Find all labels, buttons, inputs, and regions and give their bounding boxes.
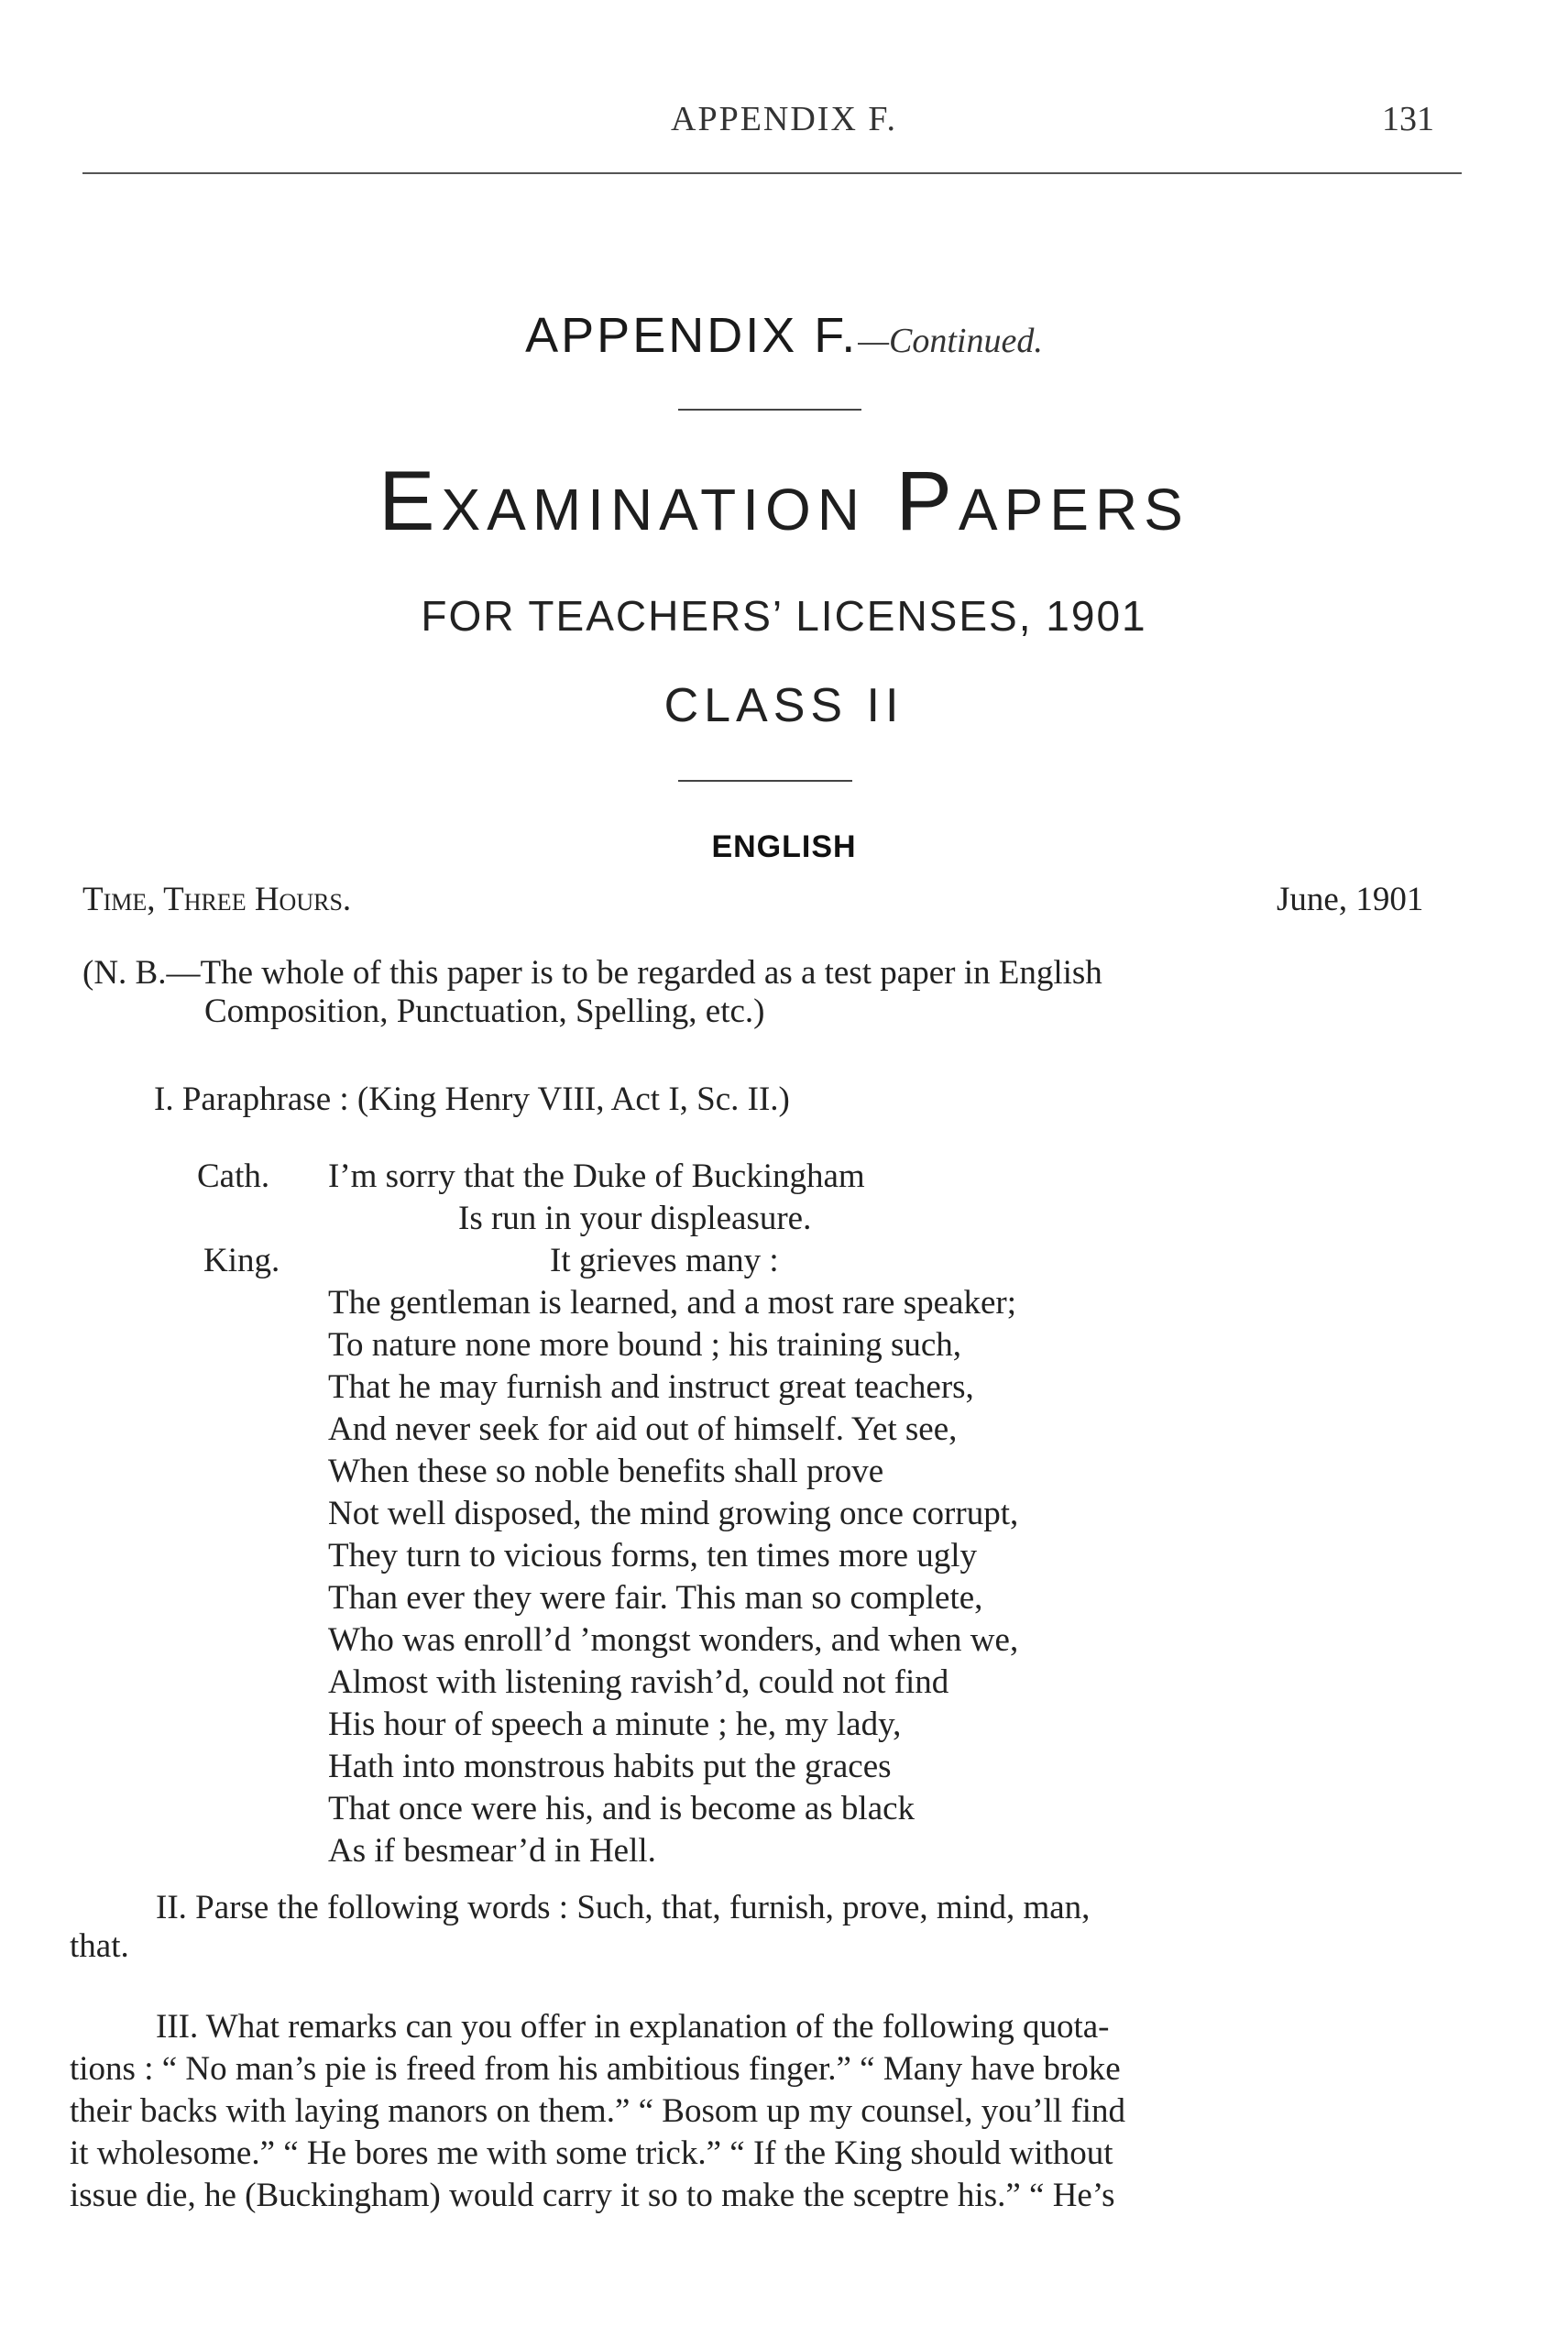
section-heading: ENGLISH [711,829,857,864]
question-2-line-2: that. [70,1927,129,1965]
class-divider-rule [678,780,852,782]
passage-line: That he may furnish and instruct great teachers, [328,1368,974,1406]
passage-line: When these so noble benefits shall prove [328,1453,884,1490]
title-divider-rule [678,409,861,411]
passage-line: They turn to vicious forms, ten times more ugly [328,1537,978,1574]
time-allowed: Time, Three Hours. [82,881,352,918]
passage-line: Is run in your displeasure. [458,1200,812,1237]
note-line-2: Composition, Punctuation, Spelling, etc.) [204,993,765,1030]
question-3-line: issue die, he (Buckingham) would carry it so to make the sceptre his.” “ He’s [70,2177,1115,2214]
question-3-line: III. What remarks can you offer in explanation of the following quota- [156,2008,1110,2046]
question-2-line-1: II. Parse the following words : Such, that, furnish, prove, mind, man, [156,1889,1091,1926]
note-line-1: (N. B.—The whole of this paper is to be regarded as a test paper in English [82,954,1102,992]
passage-line: Who was enroll’d ’mongst wonders, and when we, [328,1621,1019,1659]
question-3-line: it wholesome.” “ He bores me with some trick.” “ If the King should without [70,2134,1113,2172]
passage-line: To nature none more bound ; his training such, [328,1326,962,1364]
passage-line: That once were his, and is become as black [328,1790,916,1827]
passage-line: Hath into monstrous habits put the graces [328,1748,892,1785]
question-1-prompt: I. Paraphrase : (King Henry VIII, Act I, Sc. II.) [154,1081,790,1118]
appendix-continued: —Continued. [858,322,1043,360]
appendix-title [0,307,1568,364]
document-title: Examination Papers [378,455,1190,548]
class-title: CLASS II [663,679,905,732]
passage-line: And never seek for aid out of himself. Yet see, [328,1410,958,1448]
passage-line: I’m sorry that the Duke of Buckingham [328,1158,865,1195]
question-3-line: their backs with laying manors on them.” “ Bosom up my counsel, you’ll find [70,2092,1125,2130]
passage-line: It grieves many : [550,1242,779,1279]
passage-line: Not well disposed, the mind growing once corrupt, [328,1495,1019,1532]
passage-line: Than ever they were fair. This man so complete, [328,1579,983,1617]
appendix-title-text: APPENDIX F. [525,308,859,363]
passage-speaker: Cath. [197,1158,270,1195]
running-header-title: APPENDIX F. [671,100,897,138]
passage-line: As if besmear’d in Hell. [328,1832,656,1870]
exam-date: June, 1901 [1277,881,1424,918]
page-number: 131 [1382,100,1434,138]
header-rule [82,172,1462,174]
passage-line: His hour of speech a minute ; he, my lady, [328,1706,902,1743]
document-subtitle: FOR TEACHERS’ LICENSES, 1901 [421,592,1147,640]
passage-line: Almost with listening ravish’d, could not find [328,1663,949,1701]
passage-speaker: King. [203,1242,280,1279]
question-3-line: tions : “ No man’s pie is freed from his ambitious finger.” “ Many have broke [70,2050,1121,2088]
passage-line: The gentleman is learned, and a most rare speaker; [328,1284,1016,1322]
